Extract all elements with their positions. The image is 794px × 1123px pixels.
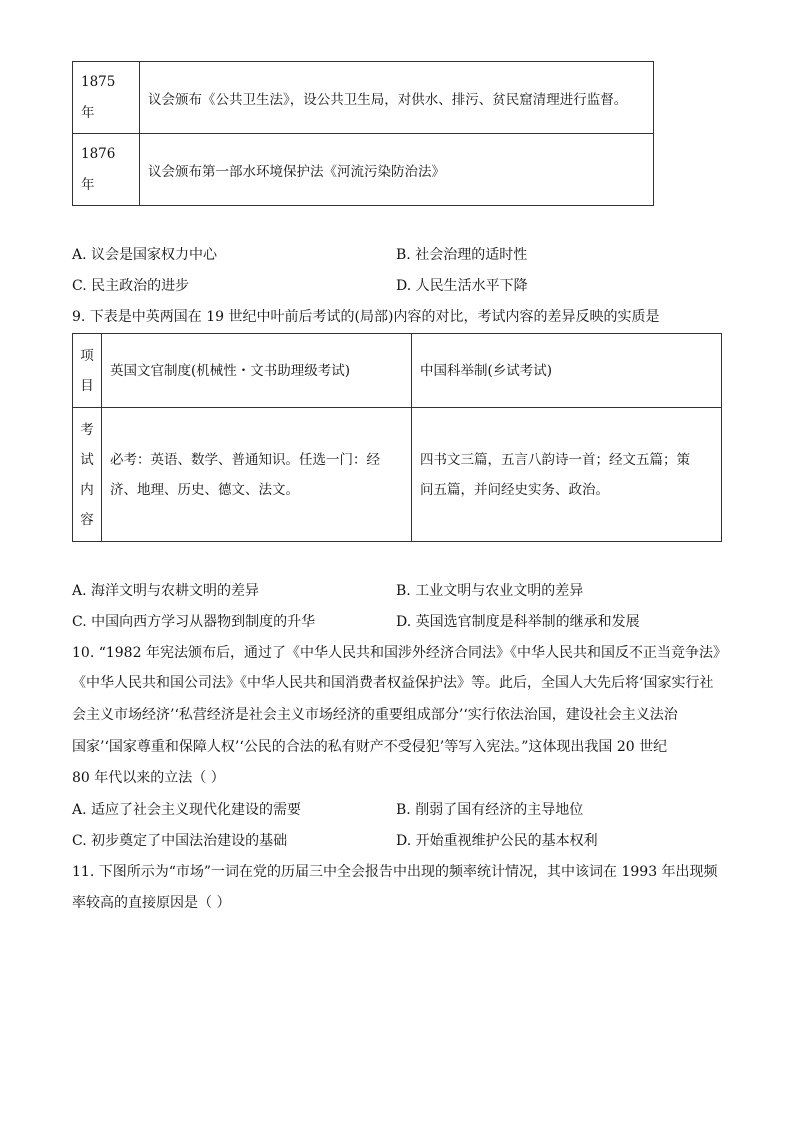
year-cell [73, 134, 140, 206]
q11-line: 11. 下图所示为“市场”一词在党的历届三中全会报告中出现的频率统计情况，其中该词在 1993 年出现频 [72, 864, 718, 880]
q11-line: 率较高的直接原因是（ ） [72, 895, 231, 911]
table-row [73, 62, 654, 134]
table-row [73, 408, 722, 542]
q9-option-a: A. 海洋文明与农耕文明的差异 [72, 583, 260, 599]
event-cell: 议会颁布第一部水环境保护法《河流污染防治法》 [140, 134, 654, 206]
uk-content-cell [102, 408, 412, 542]
row-label-char: 容 [80, 511, 94, 528]
q10-option-d: D. 开始重视维护公民的基本权利 [396, 833, 598, 849]
row-label-cell [73, 408, 102, 542]
header-label-cell [73, 334, 102, 408]
q10-option-b: B. 削弱了国有经济的主导地位 [396, 802, 584, 818]
year-cell [73, 62, 140, 134]
q10-line: 国家’‘国家尊重和保障人权’‘公民的合法的私有财产不受侵犯’等写入宪法。”这体现出我国 20 世纪 [72, 739, 668, 755]
uk-content-line: 必考：英语、数学、普通知识。任选一门：经 [110, 451, 380, 468]
cn-content-line: 四书文三篇，五言八韵诗一首；经文五篇；策 [420, 451, 690, 468]
col-uk-header: 英国文官制度(机械性・文书助理级考试) [102, 334, 412, 408]
q8-option-a: A. 议会是国家权力中心 [72, 247, 218, 263]
year-number: 1876 [81, 145, 116, 162]
q10-line: 10. “1982 年宪法颁布后，通过了《中华人民共和国涉外经济合同法》《中华人民共和国反不正当竞争法》 [72, 645, 727, 661]
row-label-char: 考 [80, 421, 94, 438]
q10-option-c: C. 初步奠定了中国法治建设的基础 [72, 833, 288, 849]
q10-line: 会主义市场经济’‘私营经济是社会主义市场经济的重要组成部分’‘实行依法治国，建设社会主义法治 [72, 707, 678, 723]
year-number: 1875 [81, 73, 116, 90]
q9-option-c: C. 中国向西方学习从器物到制度的升华 [72, 614, 316, 630]
event-cell: 议会颁布《公共卫生法》，设公共卫生局，对供水、排污、贫民窟清理进行监督。 [140, 62, 654, 134]
q9-option-d: D. 英国选官制度是科举制的继承和发展 [396, 614, 640, 630]
q9-stem: 9. 下表是中英两国在 19 世纪中叶前后考试的(局部)内容的对比，考试内容的差异反映的实质是 [72, 309, 660, 325]
year-unit: 年 [81, 104, 95, 121]
q8-option-c: C. 民主政治的进步 [72, 278, 190, 294]
header-label-char: 目 [80, 377, 94, 394]
header-label-char: 项 [80, 347, 94, 364]
q10-line: 80 年代以来的立法（ ） [72, 770, 225, 786]
q8-option-b: B. 社会治理的适时性 [396, 247, 528, 263]
exam-comparison-table [72, 333, 722, 542]
table-row [73, 134, 654, 206]
q10-line: 《中华人民共和国公司法》《中华人民共和国消费者权益保护法》等。此后，全国人大先后将‘国家实行社 [72, 675, 714, 691]
q8-option-d: D. 人民生活水平下降 [396, 278, 528, 294]
q10-option-a: A. 适应了社会主义现代化建设的需要 [72, 802, 302, 818]
col-cn-header: 中国科举制(乡试考试) [412, 334, 722, 408]
q9-option-b: B. 工业文明与农业文明的差异 [396, 583, 584, 599]
year-unit: 年 [81, 176, 95, 193]
row-label-char: 试 [80, 451, 94, 468]
uk-content-line: 济、地理、历史、德文、法文。 [110, 481, 299, 498]
events-table [72, 61, 654, 206]
cn-content-cell [412, 408, 722, 542]
table-row [73, 334, 722, 408]
row-label-char: 内 [80, 481, 94, 498]
cn-content-line: 问五篇，并问经史实务、政治。 [420, 481, 609, 498]
